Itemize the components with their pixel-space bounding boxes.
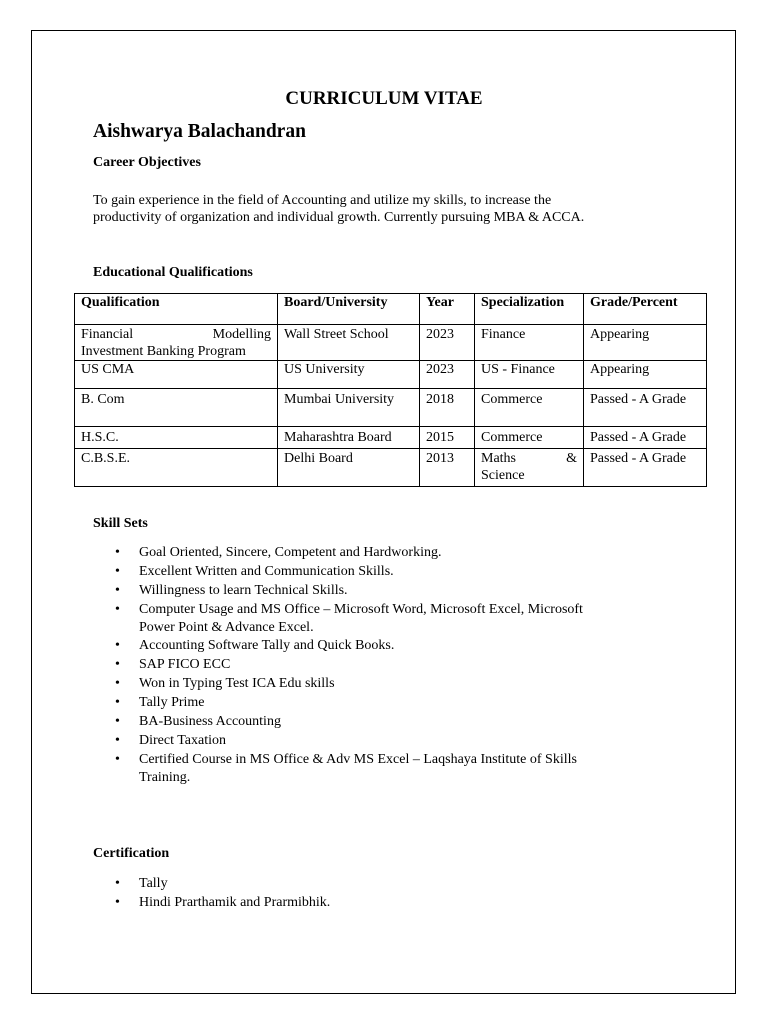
header-qualification: Qualification	[75, 294, 278, 325]
table-row	[75, 427, 707, 449]
cell-qualification: B. Com	[75, 389, 278, 427]
list-item: • Tally Prime	[93, 694, 583, 713]
cell-specialization: Commerce	[475, 389, 584, 427]
list-item-line-1: Computer Usage and MS Office – Microsoft Word, Microsoft Excel, Microsoft	[139, 602, 583, 617]
specialization-line-2: Science	[481, 468, 525, 483]
table-row	[75, 389, 707, 427]
education-table	[74, 293, 707, 487]
education-heading: Educational Qualifications	[93, 265, 253, 280]
cell-grade: Appearing	[584, 325, 707, 361]
qualification-word-1: Financial	[81, 327, 134, 342]
candidate-name: Aishwarya Balachandran	[93, 121, 306, 142]
cell-board: Delhi Board	[278, 449, 420, 487]
header-year: Year	[420, 294, 475, 325]
header-board: Board/University	[278, 294, 420, 325]
cell-board: US University	[278, 361, 420, 389]
cell-grade: Appearing	[584, 361, 707, 389]
table-row	[75, 449, 707, 487]
cell-qualification: H.S.C.	[75, 427, 278, 449]
cell-specialization: Finance	[475, 325, 584, 361]
list-item-line-2: Training.	[139, 770, 191, 785]
cell-specialization	[475, 449, 584, 487]
list-item: • SAP FICO ECC	[93, 656, 583, 675]
career-objectives-heading: Career Objectives	[93, 155, 201, 170]
list-item: • Hindi Prarthamik and Prarmibhik.	[93, 894, 330, 913]
cell-specialization: US - Finance	[475, 361, 584, 389]
skills-heading: Skill Sets	[93, 516, 148, 531]
cell-qualification: US CMA	[75, 361, 278, 389]
specialization-word-1: Maths	[481, 451, 516, 466]
cell-qualification	[75, 325, 278, 361]
table-header-row	[75, 294, 707, 325]
career-objectives-line-2: productivity of organization and individual growth. Currently pursuing MBA & ACCA.	[93, 210, 585, 225]
list-item-line-2: Power Point & Advance Excel.	[139, 620, 314, 635]
career-objectives-text	[93, 192, 584, 226]
cell-board: Wall Street School	[278, 325, 420, 361]
cell-grade: Passed - A Grade	[584, 389, 707, 427]
cell-year: 2013	[420, 449, 475, 487]
list-item	[93, 751, 583, 785]
list-item: • Won in Typing Test ICA Edu skills	[93, 675, 583, 694]
certification-heading: Certification	[93, 846, 170, 861]
list-item: • Excellent Written and Communication Skills.	[93, 563, 583, 582]
table-row	[75, 361, 707, 389]
list-item: • BA-Business Accounting	[93, 713, 583, 732]
specialization-word-2: &	[566, 451, 577, 466]
list-item: • Tally	[93, 875, 330, 894]
header-specialization: Specialization	[475, 294, 584, 325]
skills-list	[93, 544, 583, 785]
header-grade: Grade/Percent	[584, 294, 707, 325]
cell-qualification: C.B.S.E.	[75, 449, 278, 487]
cell-year: 2023	[420, 361, 475, 389]
cell-board: Maharashtra Board	[278, 427, 420, 449]
cell-grade: Passed - A Grade	[584, 449, 707, 487]
cell-board: Mumbai University	[278, 389, 420, 427]
qualification-line-2: Investment Banking Program	[81, 344, 246, 359]
list-item: • Willingness to learn Technical Skills.	[93, 582, 583, 601]
list-item: • Direct Taxation	[93, 732, 583, 751]
cell-specialization: Commerce	[475, 427, 584, 449]
list-item-line-1: Certified Course in MS Office & Adv MS Excel – Laqshaya Institute of Skills	[139, 752, 577, 767]
list-item: • Accounting Software Tally and Quick Books.	[93, 637, 583, 656]
table-row	[75, 325, 707, 361]
cell-grade: Passed - A Grade	[584, 427, 707, 449]
qualification-word-2: Modelling	[212, 327, 271, 342]
cell-year: 2015	[420, 427, 475, 449]
list-item: • Goal Oriented, Sincere, Competent and Hardworking.	[93, 544, 583, 563]
cell-year: 2018	[420, 389, 475, 427]
list-item	[93, 601, 583, 635]
career-objectives-line-1: To gain experience in the field of Accounting and utilize my skills, to increase the	[93, 193, 552, 208]
certification-list	[93, 875, 330, 913]
cell-year: 2023	[420, 325, 475, 361]
document-title: CURRICULUM VITAE	[285, 88, 483, 109]
